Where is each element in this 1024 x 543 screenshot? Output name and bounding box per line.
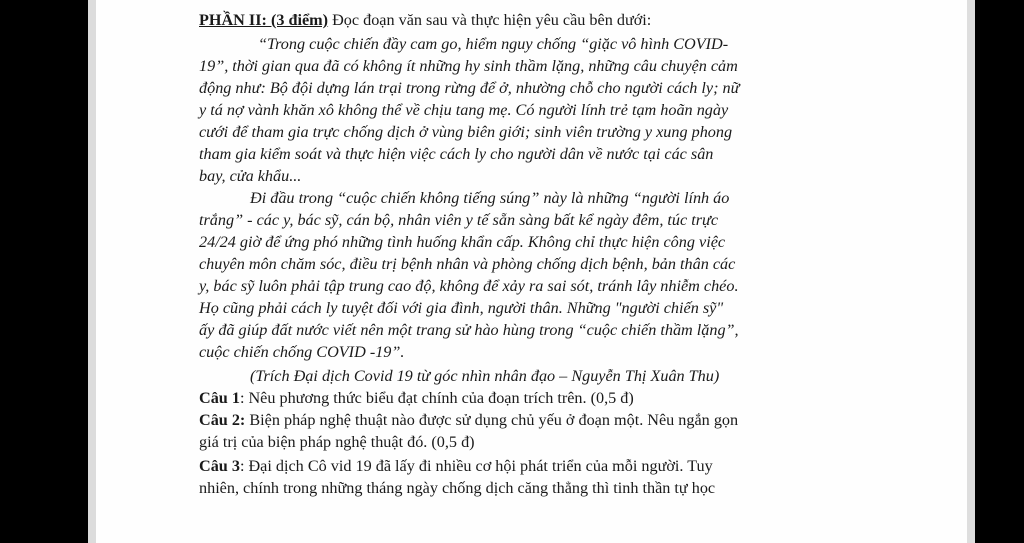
passage-line: cưới để tham gia trực chống dịch ở vùng biên giới; sinh viên trường y xung phong [199, 123, 733, 141]
passage-line: Đi đầu trong “cuộc chiến không tiếng súng” này là những “người lính áo [250, 189, 730, 207]
passage-line: bay, cửa khẩu... [199, 167, 302, 185]
passage-line: động như: Bộ đội dựng lán trại trong rừng để ở, nhường chỗ cho người cách ly; nữ [199, 79, 740, 97]
question-label: Câu 3 [199, 457, 240, 475]
page-right-edge [967, 0, 975, 543]
passage-line: tham gia kiểm soát và thực hiện việc cách ly cho người dân về nước tại các sân [199, 145, 714, 163]
passage-line: 24/24 giờ để ứng phó những tình huống khẩn cấp. Không chỉ thực hiện công việc [199, 233, 726, 251]
section-heading-line [199, 10, 651, 30]
question-text-continued: nhiên, chính trong những tháng ngày chống dịch căng thẳng thì tinh thần tự học [199, 479, 716, 497]
page-left-edge [88, 0, 96, 543]
question-1 [199, 388, 634, 408]
section-heading: PHẦN II: (3 điểm) [199, 11, 329, 29]
passage-line: ấy đã giúp đất nước viết nên một trang sử hào hùng trong “cuộc chiến thầm lặng”, [199, 321, 739, 339]
passage-line: y, bác sỹ luôn phải tập trung cao độ, không để xảy ra sai sót, tránh lây nhiễm chéo. [199, 277, 739, 295]
question-2 [199, 410, 738, 430]
passage-line: cuộc chiến chống COVID -19”. [199, 343, 405, 361]
question-3 [199, 456, 713, 476]
question-text: : Nêu phương thức biểu đạt chính của đoạn trích trên. (0,5 đ) [239, 389, 634, 407]
passage-line: trắng” - các y, bác sỹ, cán bộ, nhân viên y tế sẵn sàng bất kể ngày đêm, túc trực [199, 211, 719, 229]
passage-line: Họ cũng phải cách ly tuyệt đối với gia đình, người thân. Những "người chiến sỹ" [199, 299, 724, 317]
passage-line: “Trong cuộc chiến đầy cam go, hiểm nguy chống “giặc vô hình COVID- [258, 35, 729, 53]
section-instruction: Đọc đoạn văn sau và thực hiện yêu cầu bên dưới: [332, 11, 652, 29]
passage-line: 19”, thời gian qua đã có không ít những hy sinh thầm lặng, những câu chuyện cảm [199, 57, 738, 75]
question-text: : Đại dịch Cô vid 19 đã lấy đi nhiều cơ hội phát triển của mỗi người. Tuy [239, 457, 713, 475]
passage-line: y tá nợ vành khăn xô không thể về chịu tang mẹ. Có người lính trẻ tạm hoãn ngày [199, 101, 729, 119]
citation: (Trích Đại dịch Covid 19 từ góc nhìn nhân đạo – Nguyễn Thị Xuân Thu) [250, 367, 720, 385]
passage-line: chuyên môn chăm sóc, điều trị bệnh nhân và phòng chống dịch bệnh, bản thân các [199, 255, 736, 273]
question-text-continued: giá trị của biện pháp nghệ thuật đó. (0,5 đ) [199, 433, 475, 451]
question-label: Câu 1 [199, 389, 240, 407]
question-text: Biện pháp nghệ thuật nào được sử dụng chủ yếu ở đoạn một. Nêu ngắn gọn [245, 411, 739, 429]
question-label: Câu 2: [199, 411, 246, 429]
